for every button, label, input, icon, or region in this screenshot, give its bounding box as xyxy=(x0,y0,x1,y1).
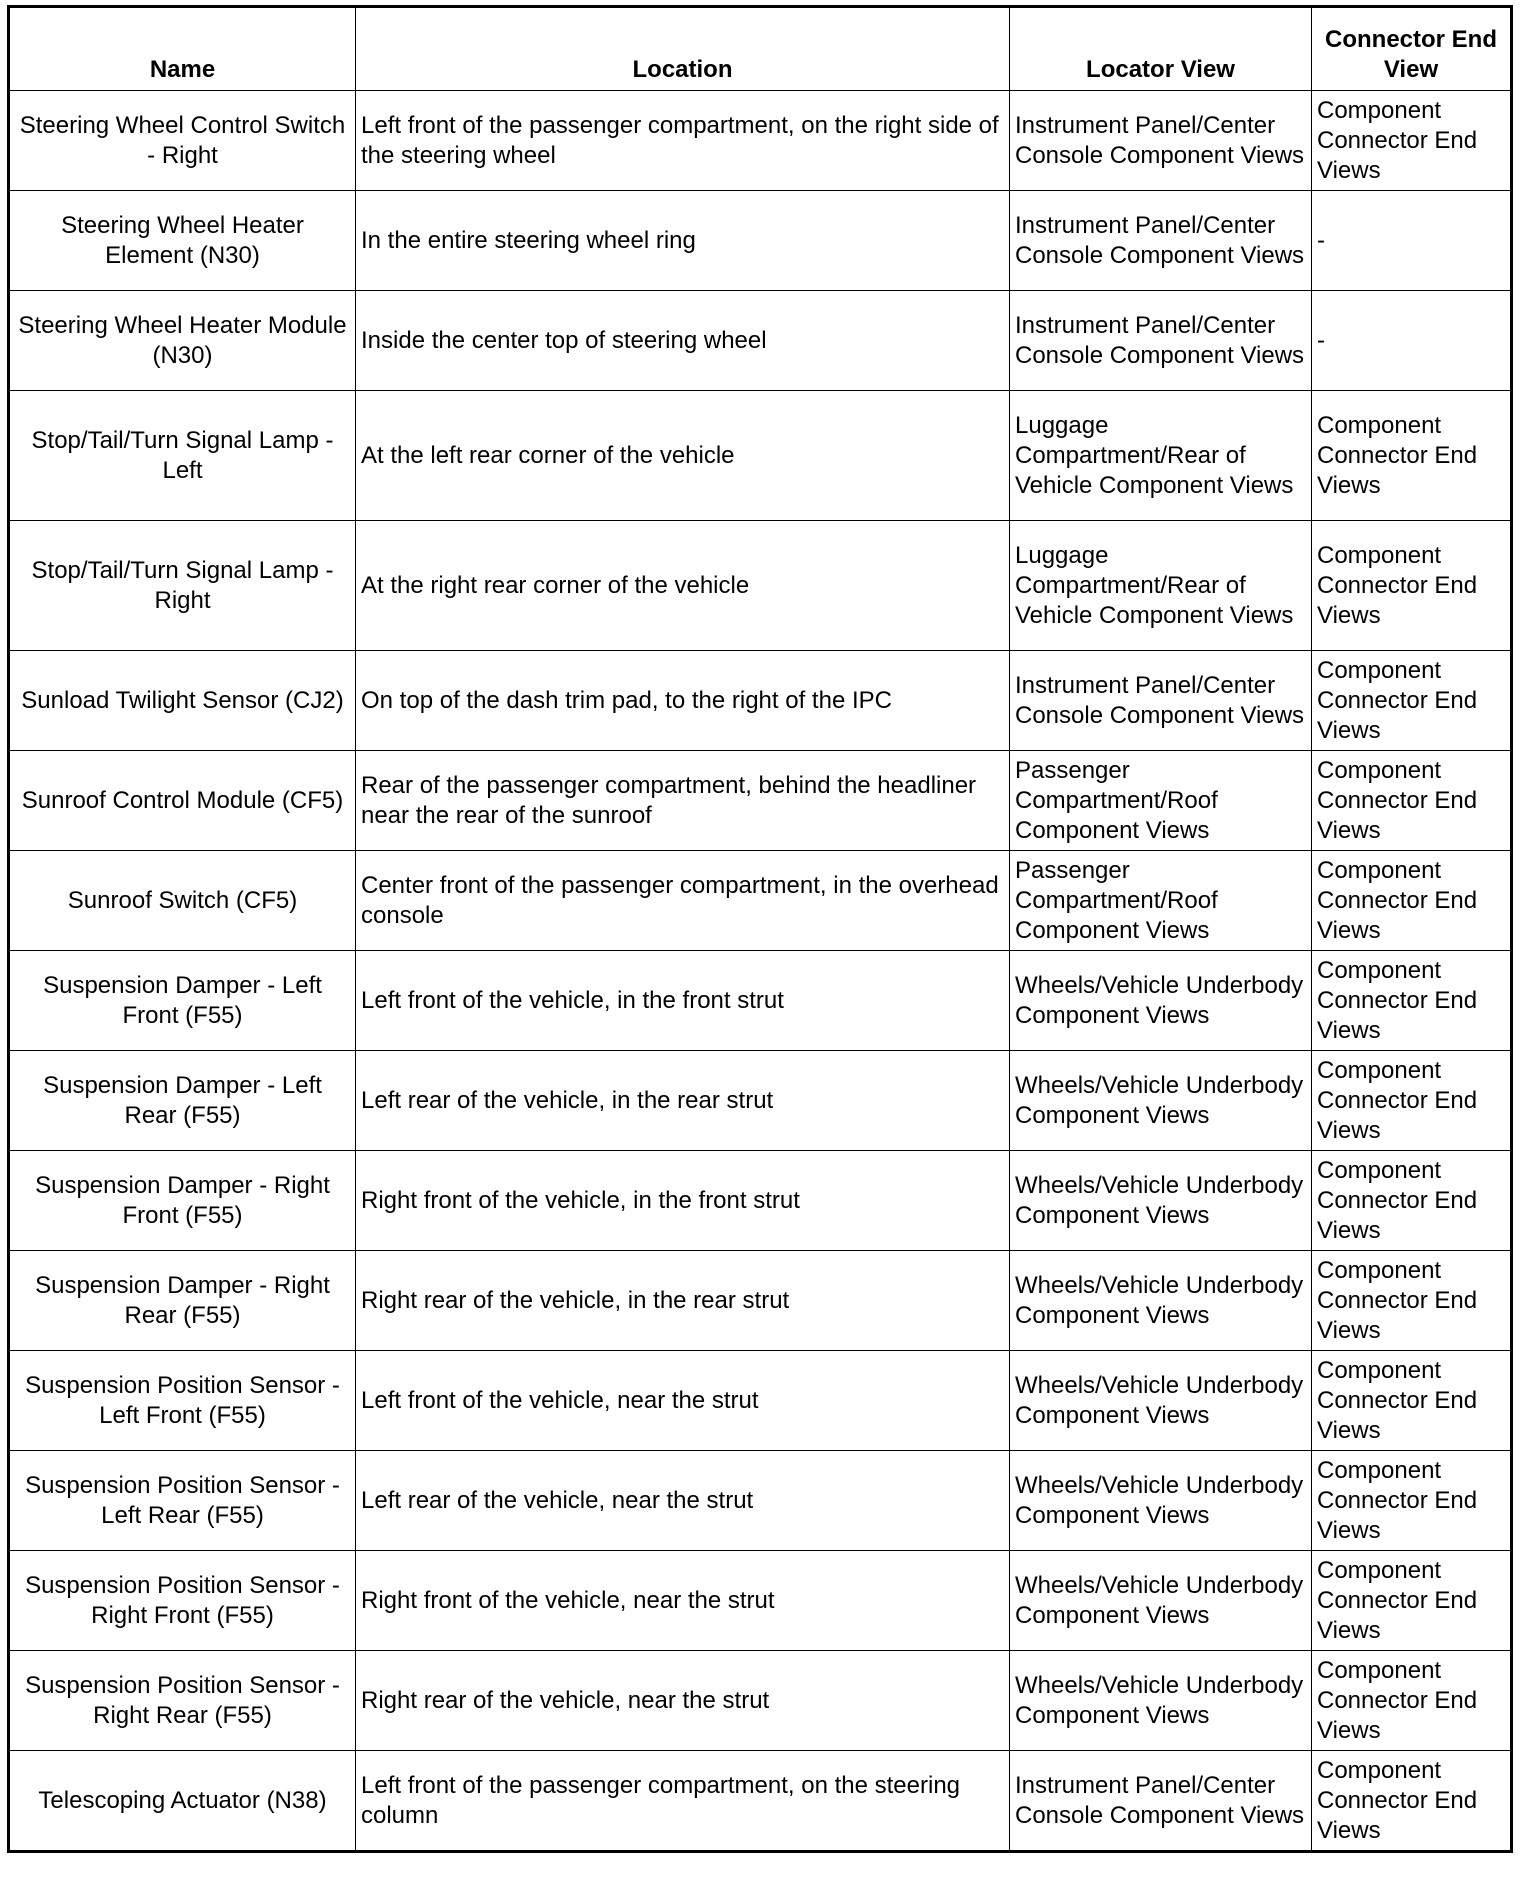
component-location: In the entire steering wheel ring xyxy=(356,191,1010,291)
component-location: Right front of the vehicle, near the strut xyxy=(356,1551,1010,1651)
locator-view: Instrument Panel/Center Console Component Views xyxy=(1010,1751,1312,1852)
component-location: Right rear of the vehicle, in the rear strut xyxy=(356,1251,1010,1351)
component-name: Steering Wheel Heater Module (N30) xyxy=(9,291,356,391)
component-name: Suspension Damper - Right Front (F55) xyxy=(9,1151,356,1251)
locator-view: Passenger Compartment/Roof Component Views xyxy=(1010,851,1312,951)
connector-end-view: Component Connector End Views xyxy=(1312,1251,1512,1351)
connector-end-view: Component Connector End Views xyxy=(1312,1351,1512,1451)
component-location: At the right rear corner of the vehicle xyxy=(356,521,1010,651)
table-body xyxy=(9,91,1512,1852)
locator-view: Instrument Panel/Center Console Component Views xyxy=(1010,191,1312,291)
table-row xyxy=(9,1751,1512,1852)
connector-end-view: Component Connector End Views xyxy=(1312,1751,1512,1852)
component-name: Telescoping Actuator (N38) xyxy=(9,1751,356,1852)
component-location: Rear of the passenger compartment, behind the headliner near the rear of the sunroof xyxy=(356,751,1010,851)
component-location: Left rear of the vehicle, in the rear strut xyxy=(356,1051,1010,1151)
table-row xyxy=(9,951,1512,1051)
header-locator-view: Locator View xyxy=(1010,7,1312,91)
locator-view: Wheels/Vehicle Underbody Component Views xyxy=(1010,1551,1312,1651)
locator-view: Wheels/Vehicle Underbody Component Views xyxy=(1010,1151,1312,1251)
locator-view: Luggage Compartment/Rear of Vehicle Component Views xyxy=(1010,521,1312,651)
component-name: Steering Wheel Heater Element (N30) xyxy=(9,191,356,291)
component-name: Suspension Damper - Left Rear (F55) xyxy=(9,1051,356,1151)
locator-view: Passenger Compartment/Roof Component Views xyxy=(1010,751,1312,851)
component-locator-table xyxy=(7,5,1513,1853)
table-row xyxy=(9,651,1512,751)
connector-end-view: Component Connector End Views xyxy=(1312,1651,1512,1751)
component-name: Steering Wheel Control Switch - Right xyxy=(9,91,356,191)
connector-end-view: Component Connector End Views xyxy=(1312,751,1512,851)
table-row xyxy=(9,1251,1512,1351)
table-row xyxy=(9,1651,1512,1751)
component-location: At the left rear corner of the vehicle xyxy=(356,391,1010,521)
component-name: Stop/Tail/Turn Signal Lamp - Right xyxy=(9,521,356,651)
component-location: Right rear of the vehicle, near the strut xyxy=(356,1651,1010,1751)
locator-view: Instrument Panel/Center Console Component Views xyxy=(1010,91,1312,191)
locator-view: Wheels/Vehicle Underbody Component Views xyxy=(1010,1051,1312,1151)
table-row xyxy=(9,1151,1512,1251)
component-location: Left front of the vehicle, near the strut xyxy=(356,1351,1010,1451)
component-location: Left front of the passenger compartment, on the right side of the steering wheel xyxy=(356,91,1010,191)
component-name: Sunload Twilight Sensor (CJ2) xyxy=(9,651,356,751)
component-name: Suspension Position Sensor - Right Front (F55) xyxy=(9,1551,356,1651)
table-row xyxy=(9,851,1512,951)
locator-view: Wheels/Vehicle Underbody Component Views xyxy=(1010,1651,1312,1751)
table-header xyxy=(9,7,1512,91)
connector-end-view: Component Connector End Views xyxy=(1312,1451,1512,1551)
locator-view: Wheels/Vehicle Underbody Component Views xyxy=(1010,1251,1312,1351)
table-row xyxy=(9,291,1512,391)
table-row xyxy=(9,391,1512,521)
component-name: Sunroof Control Module (CF5) xyxy=(9,751,356,851)
header-connector-end-view: Connector End View xyxy=(1312,7,1512,91)
component-name: Suspension Damper - Left Front (F55) xyxy=(9,951,356,1051)
connector-end-view: Component Connector End Views xyxy=(1312,1151,1512,1251)
component-name: Suspension Damper - Right Rear (F55) xyxy=(9,1251,356,1351)
component-name: Suspension Position Sensor - Left Rear (F55) xyxy=(9,1451,356,1551)
locator-view: Wheels/Vehicle Underbody Component Views xyxy=(1010,1351,1312,1451)
connector-end-view: Component Connector End Views xyxy=(1312,1551,1512,1651)
component-location: On top of the dash trim pad, to the right of the IPC xyxy=(356,651,1010,751)
table-row xyxy=(9,91,1512,191)
locator-view: Wheels/Vehicle Underbody Component Views xyxy=(1010,951,1312,1051)
connector-end-view: Component Connector End Views xyxy=(1312,951,1512,1051)
locator-view: Wheels/Vehicle Underbody Component Views xyxy=(1010,1451,1312,1551)
connector-end-view: Component Connector End Views xyxy=(1312,391,1512,521)
connector-end-view: Component Connector End Views xyxy=(1312,521,1512,651)
component-name: Suspension Position Sensor - Left Front (F55) xyxy=(9,1351,356,1451)
component-location: Center front of the passenger compartment, in the overhead console xyxy=(356,851,1010,951)
connector-end-view: Component Connector End Views xyxy=(1312,91,1512,191)
header-location: Location xyxy=(356,7,1010,91)
table-row xyxy=(9,1351,1512,1451)
locator-view: Instrument Panel/Center Console Component Views xyxy=(1010,291,1312,391)
table-row xyxy=(9,1451,1512,1551)
table-row xyxy=(9,1051,1512,1151)
connector-end-view: - xyxy=(1312,291,1512,391)
locator-view: Instrument Panel/Center Console Component Views xyxy=(1010,651,1312,751)
header-name: Name xyxy=(9,7,356,91)
locator-view: Luggage Compartment/Rear of Vehicle Component Views xyxy=(1010,391,1312,521)
component-name: Stop/Tail/Turn Signal Lamp - Left xyxy=(9,391,356,521)
connector-end-view: Component Connector End Views xyxy=(1312,651,1512,751)
component-name: Sunroof Switch (CF5) xyxy=(9,851,356,951)
component-name: Suspension Position Sensor - Right Rear (F55) xyxy=(9,1651,356,1751)
component-location: Right front of the vehicle, in the front strut xyxy=(356,1151,1010,1251)
connector-end-view: - xyxy=(1312,191,1512,291)
component-location: Left front of the vehicle, in the front strut xyxy=(356,951,1010,1051)
component-location: Left rear of the vehicle, near the strut xyxy=(356,1451,1010,1551)
table-row xyxy=(9,191,1512,291)
table-row xyxy=(9,1551,1512,1651)
component-location: Left front of the passenger compartment, on the steering column xyxy=(356,1751,1010,1852)
connector-end-view: Component Connector End Views xyxy=(1312,1051,1512,1151)
table-row xyxy=(9,751,1512,851)
table-row xyxy=(9,521,1512,651)
header-row xyxy=(9,7,1512,91)
component-location: Inside the center top of steering wheel xyxy=(356,291,1010,391)
connector-end-view: Component Connector End Views xyxy=(1312,851,1512,951)
